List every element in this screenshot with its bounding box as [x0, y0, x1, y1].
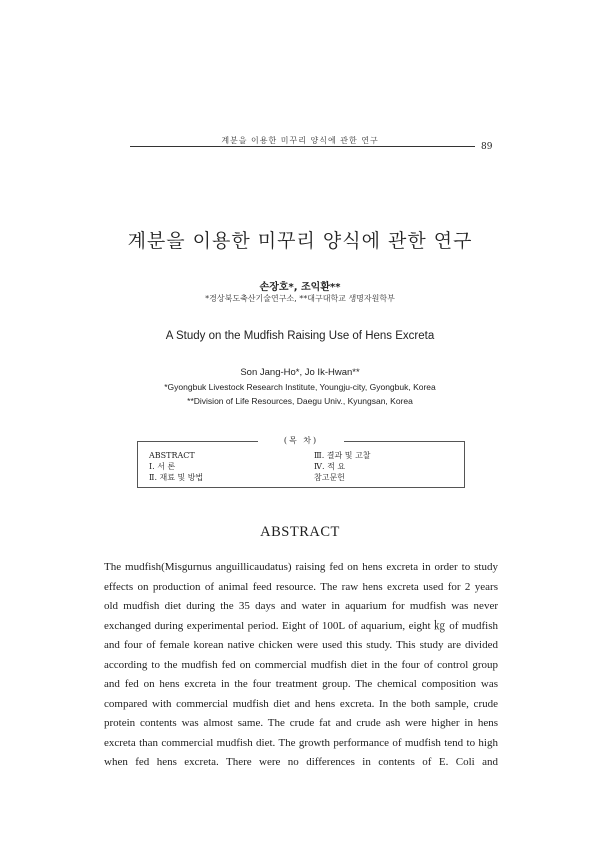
toc-label: (목 차) — [258, 435, 344, 447]
toc-item-abstract: ABSTRACT — [149, 451, 195, 460]
abstract-line: protein contents was almost same. The crude fat and crude ash were higher in hens — [104, 717, 498, 729]
authors-korean: 손장호*, 조익환** — [259, 282, 341, 293]
abstract-heading: ABSTRACT — [260, 524, 340, 540]
abstract-line: and four of female korean native chicken were used this study. This study are divided — [104, 639, 498, 651]
authors-english: Son Jang-Ho*, Jo Ik-Hwan** — [240, 367, 360, 378]
abstract-line: when fed hens excreta. There were no differences in contents of E. Coli and — [104, 756, 498, 768]
title-korean: 계분을 이용한 미꾸리 양식에 관한 연구 — [127, 230, 473, 252]
abstract-line: exchanged during experimental period. Eight of 100L of aquarium, eight ㎏ of mudfish — [104, 619, 498, 632]
toc-top-rule-right — [339, 441, 464, 442]
affiliation-english-1: *Gyongbuk Livestock Research Institute, Youngju-city, Gyongbuk, Korea — [164, 382, 436, 392]
abstract-line: according to the mudfish fed on commercial mudfish diet in the four of control group — [104, 658, 498, 671]
toc-top-rule-left — [138, 441, 263, 442]
abstract-line: old mudfish diet during the 35 days and water in aquarium for mudfish was never — [104, 600, 498, 612]
abstract-line: excreta than commercial mudfish diet. The growth performance of mudfish tend to high — [104, 736, 498, 749]
abstract-line: and fed on hens excreta in the four treatment group. The chemical composition was — [104, 678, 498, 690]
abstract-line: compared with commercial mudfish diet and hens excreta. In the both sample, crude — [104, 697, 498, 710]
abstract-line: effects on production of animal feed resource. The raw hens excreta used for 2 years — [104, 580, 498, 593]
affiliation-korean: *경상북도축산기술연구소, **대구대학교 생명자원학부 — [205, 294, 395, 303]
affiliation-english-2: **Division of Life Resources, Daegu Univ., Kyungsan, Korea — [187, 396, 413, 406]
table-of-contents — [137, 436, 465, 488]
toc-item-methods: Ⅱ. 재료 및 방법 — [149, 473, 204, 482]
header-rule — [130, 146, 475, 147]
title-english: A Study on the Mudfish Raising Use of Hens Excreta — [165, 330, 435, 342]
toc-item-results: Ⅲ. 결과 및 고찰 — [314, 451, 371, 460]
toc-item-summary: Ⅳ. 적 요 — [314, 462, 346, 471]
abstract-line: The mudfish(Misgurnus anguillicaudatus) raising fed on hens excreta in order to study — [104, 561, 498, 573]
page-number: 89 — [481, 142, 493, 152]
abstract-body — [104, 558, 498, 773]
toc-item-introduction: Ⅰ. 서 론 — [149, 462, 176, 471]
running-header: 계분을 이용한 미꾸리 양식에 관한 연구 — [221, 136, 379, 145]
toc-item-references: 참고문헌 — [314, 473, 345, 482]
